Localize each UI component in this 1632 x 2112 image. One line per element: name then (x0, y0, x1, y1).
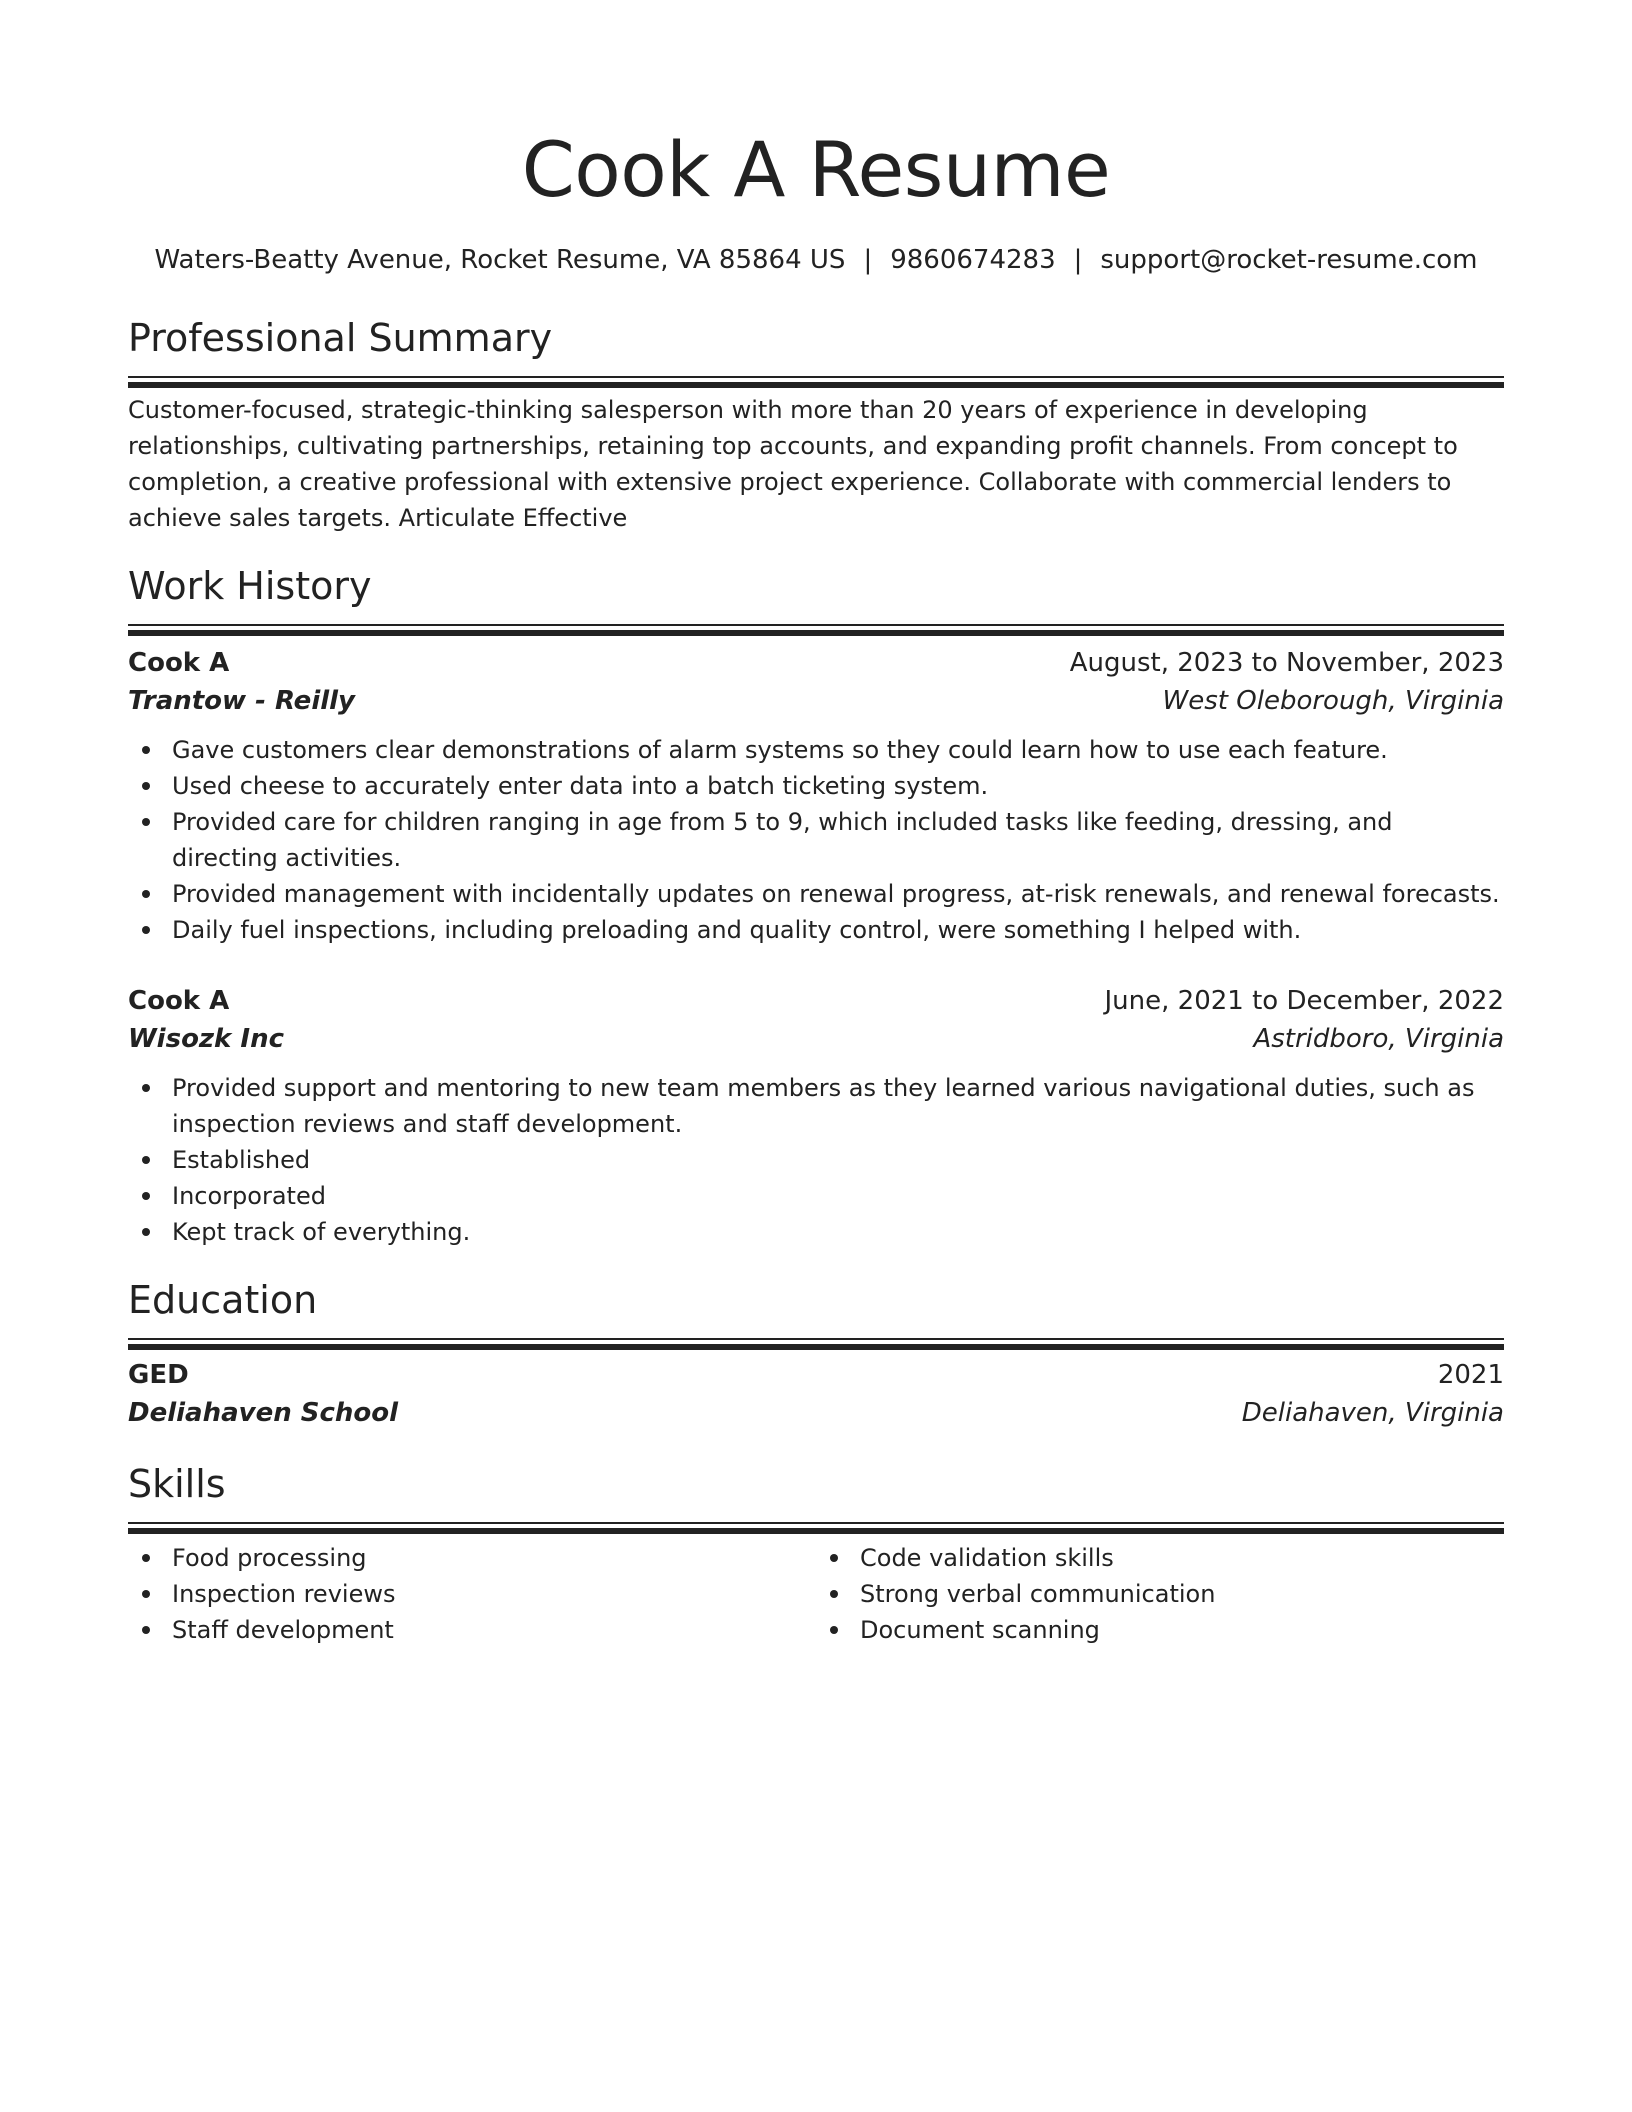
job-role: Cook A (128, 648, 230, 678)
section-title-education: Education (128, 1278, 318, 1322)
skill-item: Code validation skills (816, 1540, 1504, 1576)
skills-section (128, 1460, 1504, 1648)
summary-section (128, 314, 1504, 536)
skill-item: Document scanning (816, 1612, 1504, 1648)
section-title-summary: Professional Summary (128, 316, 553, 360)
section-title-work: Work History (128, 564, 372, 608)
section-divider (128, 376, 1504, 378)
section-divider (128, 1522, 1504, 1524)
resume-page (128, 118, 1504, 1648)
skills-list-right (816, 1540, 1504, 1648)
education-year: 2021 (1437, 1360, 1504, 1390)
contact-email: support@rocket-resume.com (1100, 245, 1478, 275)
job-dates: August, 2023 to November, 2023 (1069, 648, 1504, 678)
list-item: Incorporated (128, 1178, 1504, 1214)
skill-item: Food processing (128, 1540, 816, 1576)
job-dates: June, 2021 to December, 2022 (1104, 986, 1504, 1016)
list-item: Provided care for children ranging in age from 5 to 9, which included tasks like feeding, dressing, and directing activities. (128, 804, 1504, 876)
section-divider (128, 1338, 1504, 1340)
list-item: Provided support and mentoring to new team members as they learned various navigational duties, such as inspection reviews and staff development. (128, 1070, 1504, 1142)
job-role: Cook A (128, 986, 230, 1016)
job-company: Trantow - Reilly (128, 686, 356, 716)
job-entry (128, 644, 1504, 948)
education-school: Deliahaven School (128, 1398, 399, 1428)
list-item: Daily fuel inspections, including preloading and quality control, were something I helped with. (128, 912, 1504, 948)
skill-item: Strong verbal communication (816, 1576, 1504, 1612)
work-history-section (128, 562, 1504, 1250)
job-bullets (128, 732, 1504, 948)
list-item: Established (128, 1142, 1504, 1178)
skills-list-left (128, 1540, 816, 1648)
education-section (128, 1276, 1504, 1432)
contact-phone: 9860674283 (890, 245, 1056, 275)
job-bullets (128, 1070, 1504, 1250)
education-degree: GED (128, 1360, 189, 1390)
job-location: West Oleborough, Virginia (1162, 686, 1504, 716)
job-company: Wisozk Inc (128, 1024, 284, 1054)
job-entry (128, 982, 1504, 1250)
contact-address: Waters-Beatty Avenue, Rocket Resume, VA 85864 US (154, 245, 846, 275)
section-divider (128, 624, 1504, 626)
skills-grid (128, 1540, 1504, 1648)
contact-separator: | (863, 245, 873, 275)
resume-name: Cook A Resume (521, 125, 1111, 214)
contact-separator: | (1073, 245, 1083, 275)
list-item: Kept track of everything. (128, 1214, 1504, 1250)
summary-text: Customer-focused, strategic-thinking salesperson with more than 20 years of experience in developing relationships, cultivating partnerships, retaining top accounts, and expanding profit channels. From concept to completion, a creative professional with extensive project experience. Collaborate with commercial lenders to achieve sales targets. Articulate Effective (128, 396, 1458, 532)
section-title-skills: Skills (128, 1462, 226, 1506)
skill-item: Staff development (128, 1612, 816, 1648)
list-item: Gave customers clear demonstrations of alarm systems so they could learn how to use each feature. (128, 732, 1504, 768)
skill-item: Inspection reviews (128, 1576, 816, 1612)
job-location: Astridboro, Virginia (1253, 1024, 1504, 1054)
contact-line (128, 242, 1504, 278)
list-item: Used cheese to accurately enter data into a batch ticketing system. (128, 768, 1504, 804)
education-location: Deliahaven, Virginia (1241, 1398, 1504, 1428)
list-item: Provided management with incidentally updates on renewal progress, at-risk renewals, and renewal forecasts. (128, 876, 1504, 912)
